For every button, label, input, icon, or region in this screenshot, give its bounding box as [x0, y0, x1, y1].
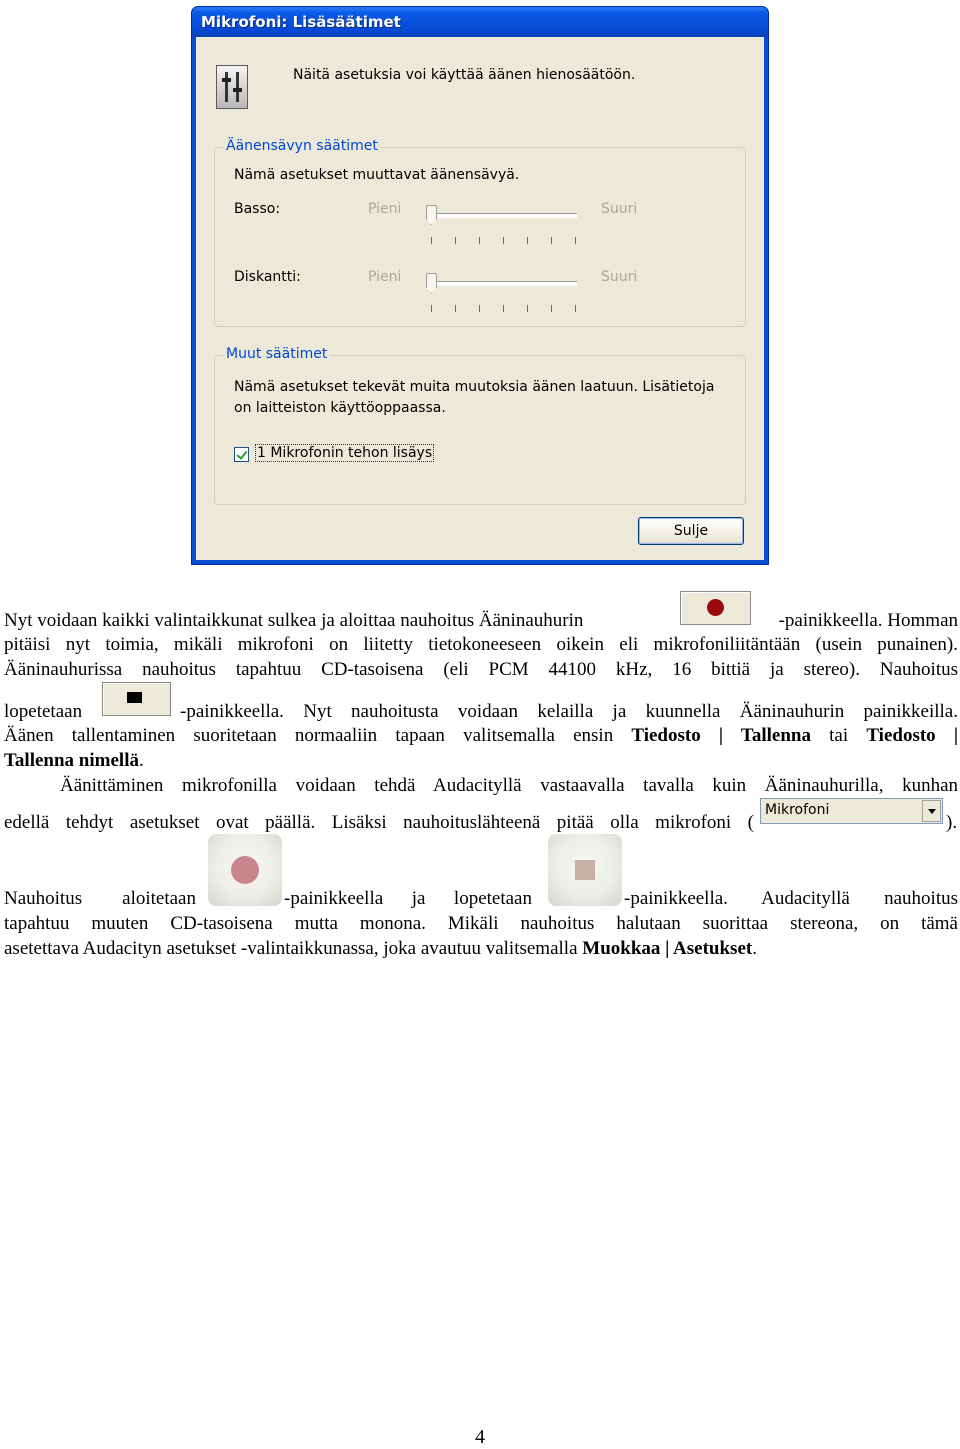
p1-line6-period: .	[138, 750, 144, 771]
close-button[interactable]: Sulje	[638, 517, 744, 545]
mixer-icon	[216, 65, 248, 109]
treble-slider-track[interactable]	[429, 281, 577, 286]
menu-path-file: Tiedosto |	[866, 725, 959, 746]
mic-boost-checkbox-label[interactable]: 1 Mikrofonin tehon lisäys	[257, 445, 433, 461]
treble-slider-ticks	[431, 305, 579, 313]
page-number: 4	[475, 1426, 485, 1448]
p1-line5-text-c: tai	[829, 725, 849, 746]
p1-line4-text-b: -painikkeella. Nyt nauhoitusta voidaan kelailla ja kuunnella Ääninauhurin painikkeilla.	[180, 701, 958, 722]
p2-line3-b	[284, 888, 532, 909]
p1-line1-text-b: -painikkeella. Homman	[778, 610, 958, 631]
p2-line2	[4, 812, 754, 833]
record-dot-icon	[231, 856, 259, 884]
p1-line4-tail	[180, 701, 958, 722]
other-group-description-line2: on laitteiston käyttöoppaassa.	[234, 400, 446, 416]
p1-line1-text-a: Nyt voidaan kaikki valintaikkunat sulkea ja aloittaa nauhoitus Ääninauhurin	[4, 610, 584, 631]
recording-source-dropdown	[760, 798, 943, 824]
bass-max-label: Suuri	[601, 201, 638, 217]
dialog-intro-text: Näitä asetuksia voi käyttää äänen hienosäätöön.	[293, 67, 636, 83]
dialog-titlebar	[192, 7, 768, 37]
p2-line3-text-a: Nauhoitus aloitetaan	[4, 888, 196, 909]
p1-line4-text-a: lopetetaan	[4, 701, 83, 722]
p2-line3-a	[4, 888, 196, 909]
bass-slider-track[interactable]	[429, 213, 577, 218]
bass-slider-ticks	[431, 237, 579, 245]
p1-line2: pitäisi nyt toimia, mikäli mikrofoni on liitetty tietokoneeseen oikein eli mikrofoniliitäntään (usein punainen).	[4, 634, 958, 655]
sound-recorder-record-button-image	[680, 591, 751, 625]
p2-line2-tail	[946, 812, 960, 833]
treble-max-label: Suuri	[601, 269, 638, 285]
p1-line3: Ääninauhurissa nauhoitus tapahtuu CD-tasoisena (eli PCM 44100 kHz, 16 bittiä ja stereo). Nauhoitus	[4, 659, 958, 680]
other-group-description-line1: Nämä asetukset tekevät muita muutoksia äänen laatuun. Lisätietoja	[234, 379, 715, 395]
p2-line3-text-b: -painikkeella ja lopetetaan	[284, 888, 532, 909]
dialog-title: Mikrofoni: Lisäsäätimet	[201, 13, 401, 31]
menu-path-save-as: Tallenna nimellä	[4, 750, 139, 771]
p2-line5	[4, 938, 958, 959]
stop-square-icon	[575, 860, 595, 880]
treble-min-label: Pieni	[368, 269, 402, 285]
p2-line1: Äänittäminen mikrofonilla voidaan tehdä Audacityllä vastaavalla tavalla kuin Ääninauhurilla, kunhan	[60, 775, 958, 796]
menu-path-preferences: Muokkaa | Asetukset	[582, 938, 753, 959]
p2-line4: tapahtuu muuten CD-tasoisena mutta monona. Mikäli nauhoitus halutaan suorittaa stereona, on tämä	[4, 913, 958, 934]
microphone-advanced-dialog	[191, 6, 769, 565]
p2-line2-text-a: edellä tehdyt asetukset ovat päällä. Lisäksi nauhoituslähteenä pitää olla mikrofoni (	[4, 812, 754, 833]
menu-path-save: Tiedosto | Tallenna	[631, 725, 811, 746]
p2-line3-text-c: -painikkeella. Audacityllä nauhoitus	[624, 888, 958, 909]
bass-label: Basso:	[234, 201, 281, 217]
p2-line5-period: .	[752, 938, 757, 959]
bass-min-label: Pieni	[368, 201, 402, 217]
p2-line3-c	[624, 888, 958, 909]
p1-line5	[4, 725, 958, 746]
audacity-record-button-image	[208, 834, 282, 906]
sound-recorder-stop-button-image	[102, 682, 171, 716]
stop-square-icon	[127, 692, 142, 703]
recording-source-value: Mikrofoni	[765, 802, 830, 818]
other-group-legend: Muut säätimet	[223, 346, 330, 362]
p1-line6	[4, 750, 958, 771]
audacity-stop-button-image	[548, 834, 622, 906]
record-dot-icon	[707, 599, 724, 616]
mic-boost-checkbox[interactable]	[234, 447, 249, 462]
p2-line5-text-a: asetettava Audacityn asetukset -valintaikkunassa, joka avautuu valitsemalla	[4, 938, 578, 959]
tone-group-description: Nämä asetukset muuttavat äänensävyä.	[234, 167, 520, 183]
p1-line1-tail	[753, 610, 958, 631]
p1-line5-text-a: Äänen tallentaminen suoritetaan normaaliin tapaan valitsemalla ensin	[4, 725, 614, 746]
treble-label: Diskantti:	[234, 269, 301, 285]
dialog-client-area	[196, 37, 764, 560]
chevron-down-icon	[922, 800, 941, 822]
p2-line2-text-b: ).	[946, 812, 958, 833]
tone-group-legend: Äänensävyn säätimet	[223, 138, 381, 154]
